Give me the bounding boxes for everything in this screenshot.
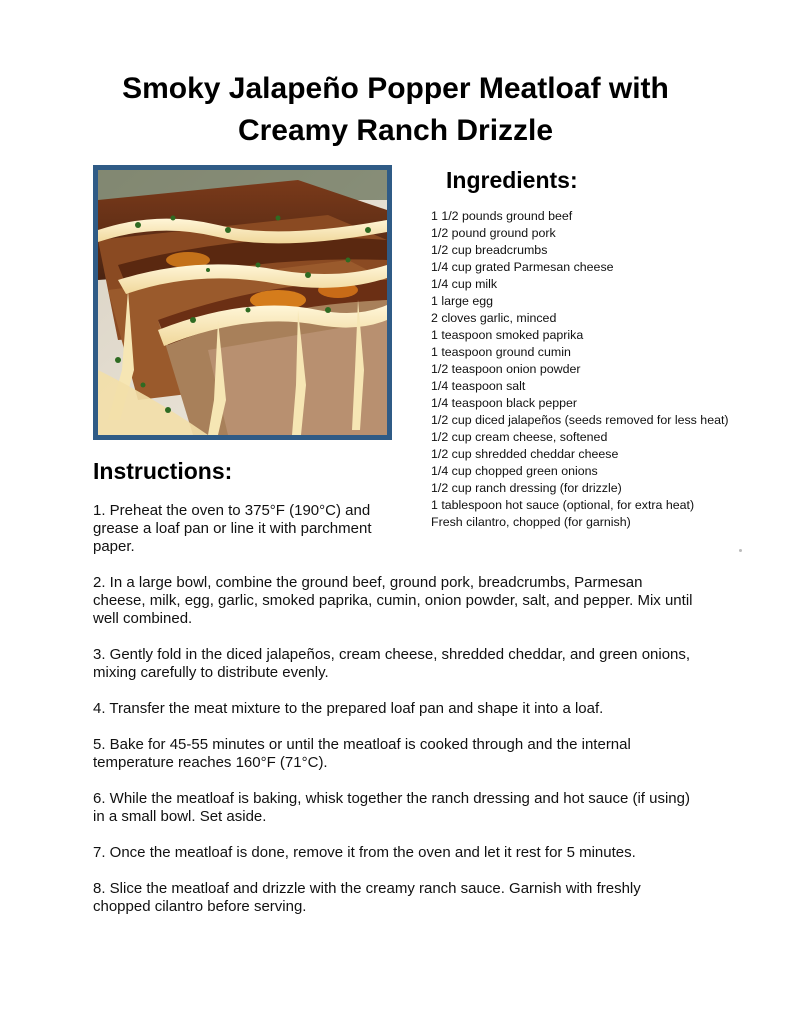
ingredient-item: Fresh cilantro, chopped (for garnish) xyxy=(431,515,631,529)
ingredient-item: 1/2 cup cream cheese, softened xyxy=(431,430,608,444)
ingredients-list xyxy=(431,208,729,531)
ingredient-item: 1/4 cup grated Parmesan cheese xyxy=(431,260,614,274)
instruction-step-2: 2. In a large bowl, combine the ground beef, ground pork, breadcrumbs, Parmesan cheese, milk, egg, garlic, smoked paprika, cumin, onion powder, salt, and pepper. Mix until well combined. xyxy=(93,574,693,627)
ingredient-item: 1 1/2 pounds ground beef xyxy=(431,209,573,223)
ingredient-item: 1/4 cup milk xyxy=(431,277,498,291)
recipe-title-line-1: Smoky Jalapeño Popper Meatloaf with xyxy=(122,72,669,105)
ingredient-item: 1/2 teaspoon onion powder xyxy=(431,362,581,376)
ingredient-item: 1 teaspoon smoked paprika xyxy=(431,328,584,342)
ingredient-item: 1/4 teaspoon salt xyxy=(431,379,526,393)
ingredient-item: 1/4 cup chopped green onions xyxy=(431,464,598,478)
instruction-step-3: 3. Gently fold in the diced jalapeños, cream cheese, shredded cheddar, and green onions, mixing carefully to distribute evenly. xyxy=(93,646,691,681)
instruction-step-7: 7. Once the meatloaf is done, remove it from the oven and let it rest for 5 minutes. xyxy=(93,844,636,861)
ingredient-item: 1/2 cup shredded cheddar cheese xyxy=(431,447,619,461)
ingredient-item: 1/2 cup diced jalapeños (seeds removed for less heat) xyxy=(431,413,729,427)
ingredient-item: 2 cloves garlic, minced xyxy=(431,311,557,325)
ingredient-item: 1 teaspoon ground cumin xyxy=(431,345,571,359)
scan-speck xyxy=(739,549,742,552)
instruction-step-1: 1. Preheat the oven to 375°F (190°C) and grease a loaf pan or line it with parchment paper. xyxy=(93,502,372,555)
instruction-step-4: 4. Transfer the meat mixture to the prepared loaf pan and shape it into a loaf. xyxy=(93,700,604,717)
ingredient-item: 1/2 pound ground pork xyxy=(431,226,556,240)
recipe-title-line-2: Creamy Ranch Drizzle xyxy=(237,114,554,147)
instructions-heading: Instructions: xyxy=(93,458,233,484)
ingredient-item: 1 tablespoon hot sauce (optional, for extra heat) xyxy=(431,498,695,512)
meatloaf-photo xyxy=(93,165,392,440)
ingredient-item: 1/2 cup ranch dressing (for drizzle) xyxy=(431,481,622,495)
ingredient-item: 1/2 cup breadcrumbs xyxy=(431,243,548,257)
ingredient-item: 1/4 teaspoon black pepper xyxy=(431,396,578,410)
ingredients-heading: Ingredients: xyxy=(446,167,578,193)
ingredient-item: 1 large egg xyxy=(431,294,494,308)
instruction-step-6: 6. While the meatloaf is baking, whisk together the ranch dressing and hot sauce (if using) in a small bowl. Set aside. xyxy=(93,790,690,825)
recipe-title xyxy=(60,68,731,152)
instruction-step-5: 5. Bake for 45-55 minutes or until the meatloaf is cooked through and the internal temperature reaches 160°F (71°C). xyxy=(93,736,631,771)
instruction-step-8: 8. Slice the meatloaf and drizzle with the creamy ranch sauce. Garnish with freshly chopped cilantro before serving. xyxy=(93,880,641,915)
